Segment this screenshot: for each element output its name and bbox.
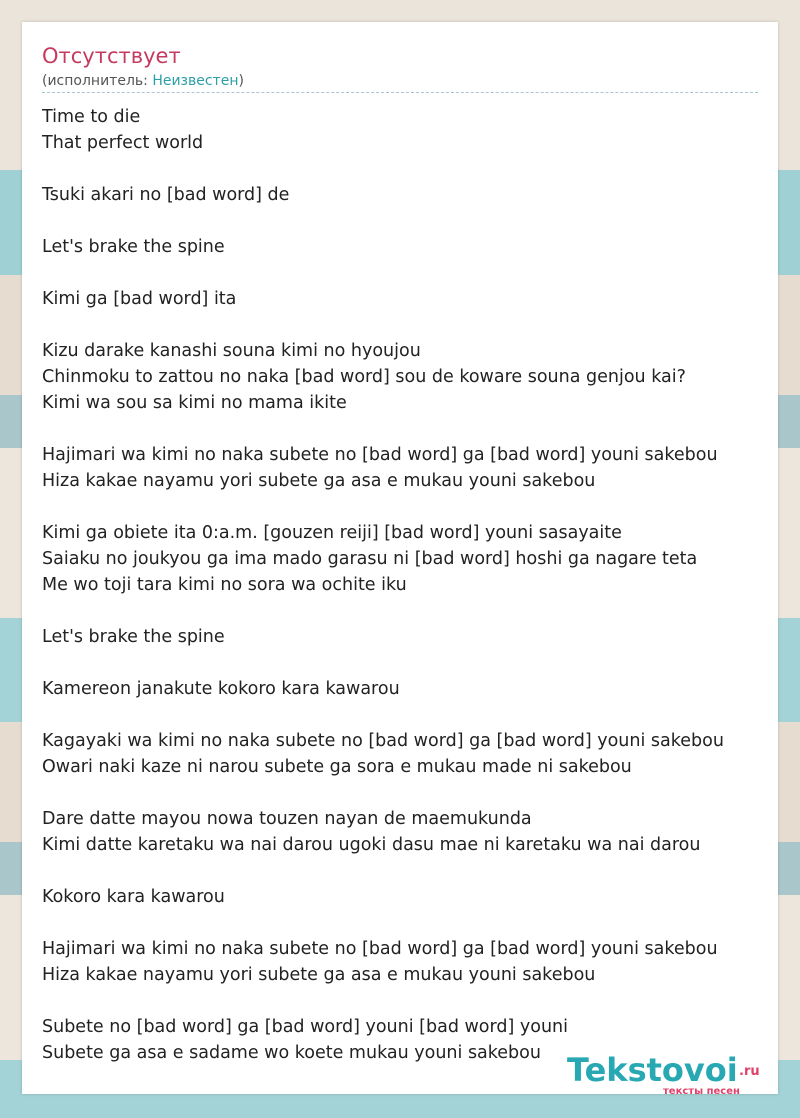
lyric-line: Me wo toji tara kimi no sora wa ochite iku (42, 575, 407, 595)
stanza-gap (42, 208, 762, 234)
lyric-line: Kokoro kara kawarou (42, 887, 225, 907)
lyric-line: Let's brake the spine (42, 237, 225, 257)
lyric-line: Dare datte mayou nowa touzen nayan de maemukunda (42, 809, 532, 829)
logo-domain: .ru (739, 1064, 760, 1079)
lyric-line: Kimi wa sou sa kimi no mama ikite (42, 393, 347, 413)
stanza-gap (42, 702, 762, 728)
site-logo[interactable] (567, 1051, 777, 1097)
lyric-line: Owari naki kaze ni narou subete ga sora e mukau made ni sakebou (42, 757, 632, 777)
stanza-gap (42, 858, 762, 884)
stanza-gap (42, 780, 762, 806)
stanza-gap (42, 416, 762, 442)
lyric-line: Kimi ga obiete ita 0:a.m. [gouzen reiji] [bad word] youni sasayaite (42, 523, 622, 543)
stanza-gap (42, 988, 762, 1014)
lyric-line: Hiza kakae nayamu yori subete ga asa e mukau youni sakebou (42, 471, 596, 491)
lyric-line: Time to die (42, 107, 141, 127)
lyrics-text (42, 104, 762, 1066)
lyric-line: Kagayaki wa kimi no naka subete no [bad word] ga [bad word] youni sakebou (42, 731, 724, 751)
stanza-gap (42, 156, 762, 182)
lyric-line: Kizu darake kanashi souna kimi no hyoujou (42, 341, 421, 361)
stanza-gap (42, 598, 762, 624)
lyric-line: Kimi ga [bad word] ita (42, 289, 237, 309)
artist-prefix: (исполнитель: (42, 73, 153, 89)
artist-link[interactable]: Неизвестен (152, 73, 239, 89)
song-title: Отсутствует (42, 44, 181, 68)
lyric-line: Saiaku no joukyou ga ima mado garasu ni [bad word] hoshi ga nagare teta (42, 549, 698, 569)
lyric-line: Tsuki akari no [bad word] de (42, 185, 290, 205)
lyric-line: Hajimari wa kimi no naka subete no [bad word] ga [bad word] youni sakebou (42, 445, 718, 465)
lyrics-card (22, 22, 778, 1097)
artist-suffix: ) (238, 73, 244, 89)
lyric-line: Hajimari wa kimi no naka subete no [bad word] ga [bad word] youni sakebou (42, 939, 718, 959)
lyric-line: Let's brake the spine (42, 627, 225, 647)
stanza-gap (42, 260, 762, 286)
logo-name: Tekstovoi (567, 1051, 738, 1089)
lyric-line: Kimi datte karetaku wa nai darou ugoki dasu mae ni karetaku wa nai darou (42, 835, 701, 855)
stanza-gap (42, 312, 762, 338)
lyric-line: That perfect world (42, 133, 204, 153)
lyric-line: Subete no [bad word] ga [bad word] youni [bad word] youni (42, 1017, 569, 1037)
lyric-line: Hiza kakae nayamu yori subete ga asa e mukau youni sakebou (42, 965, 596, 985)
stanza-gap (42, 494, 762, 520)
title-divider (42, 92, 758, 93)
lyric-line: Kamereon janakute kokoro kara kawarou (42, 679, 400, 699)
logo-tagline: тексты песен (663, 1086, 740, 1097)
lyric-line: Chinmoku to zattou no naka [bad word] sou de koware souna genjou kai? (42, 367, 686, 387)
stanza-gap (42, 910, 762, 936)
stanza-gap (42, 650, 762, 676)
artist-line (42, 72, 244, 90)
lyric-line: Subete ga asa e sadame wo koete mukau youni sakebou (42, 1043, 541, 1063)
